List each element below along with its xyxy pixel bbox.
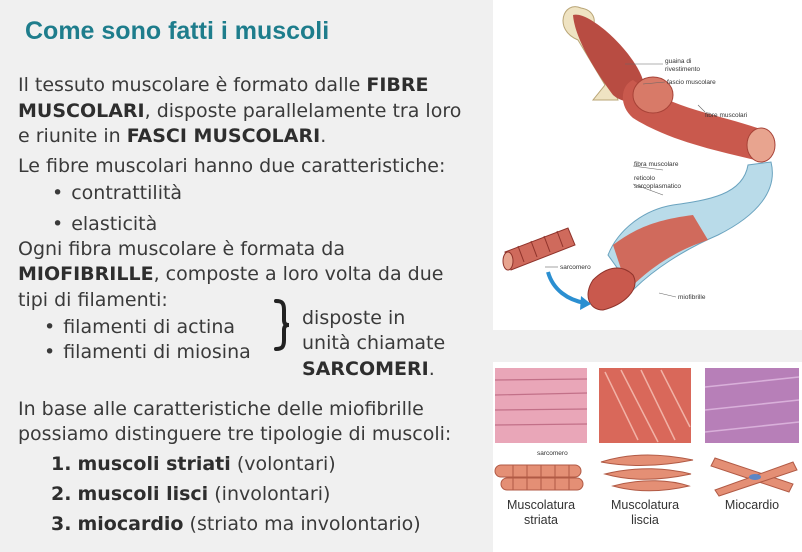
caption-line: Miocardio [724, 498, 780, 512]
caption-line: liscia [631, 513, 659, 527]
sarcomeri-note-2: unità chiamate [302, 332, 446, 354]
arrow-icon [548, 272, 585, 303]
muscle-type-item [51, 451, 336, 477]
intro-line-1 [18, 72, 429, 98]
tissue-types-figure [493, 362, 802, 552]
myofibrils-line-1: Ogni fibra muscolare è formata da [18, 238, 345, 260]
label-guaina-2: rivestimento [665, 66, 701, 73]
characteristics-heading: Le fibre muscolari hanno due caratteristiche: [18, 155, 446, 177]
label-fibra: fibra muscolare [634, 161, 679, 168]
intro-bold-muscolari: MUSCOLARI [18, 100, 145, 122]
muscle-type-desc: (striato ma involontario) [189, 513, 421, 535]
myofibrils-line-2 [18, 261, 443, 287]
caption-miocardio [705, 498, 799, 513]
sarcomeri-note-1: disposte in [302, 307, 406, 329]
intro-text: e riunite in [18, 125, 127, 147]
characteristic-item: • elasticità [52, 211, 157, 237]
types-line-2: possiamo distinguere tre tipologie di muscoli: [18, 423, 452, 445]
caption-liscia [599, 498, 691, 528]
striated-fibre-drawing [495, 465, 583, 490]
filament-item: • filamenti di miosina [44, 339, 251, 365]
muscle-type-number: 1. [51, 453, 72, 475]
label-reticolo-2: sarcoplasmatico [634, 183, 681, 190]
caption-line: Muscolatura [506, 498, 576, 512]
muscle-type-number: 3. [51, 513, 72, 535]
fascicle-cross-section [747, 128, 775, 162]
myofibrils-line-3: tipi di filamenti: [18, 289, 168, 311]
tissue-sarcomero-label: sarcomero [537, 450, 568, 457]
caption-striata [495, 498, 587, 528]
muscle-type-item [51, 481, 330, 507]
label-sarcomero: sarcomero [560, 264, 591, 271]
myofibrille-bold: MIOFIBRILLE [18, 263, 154, 285]
sarcomeri-bold: SARCOMERI [302, 358, 429, 380]
myofibrils-text: , composte a loro volta da due [153, 263, 444, 285]
muscle-type-desc: (involontari) [214, 483, 331, 505]
caption-line: striata [523, 513, 559, 527]
label-reticolo-1: reticolo [634, 175, 655, 182]
label-fascio: fascio muscolare [667, 79, 716, 86]
curly-brace-icon [270, 298, 292, 352]
intro-bold-fibre: FIBRE [366, 74, 429, 96]
label-fibre: fibre muscolari [705, 112, 748, 119]
muscle-type-item [51, 511, 421, 537]
characteristic-item: • contrattilità [52, 180, 182, 206]
filament-item: • filamenti di actina [44, 314, 235, 340]
tissue-illustration [493, 362, 802, 497]
intro-bold-fasci: FASCI MUSCOLARI [126, 125, 321, 147]
myofibril-end-shape [588, 268, 635, 310]
intro-text: , disposte parallelamente tra loro [144, 100, 462, 122]
muscle-type-name: muscoli striati [77, 453, 231, 475]
muscle-type-name: muscoli lisci [77, 483, 209, 505]
muscle-type-desc: (volontari) [236, 453, 336, 475]
intro-text: . [320, 125, 327, 147]
caption-line: Muscolatura [610, 498, 680, 512]
types-line-1: In base alle caratteristiche delle miofibrille [18, 398, 424, 420]
page-title: Come sono fatti i muscoli [25, 17, 330, 45]
smooth-fibre-drawing [601, 455, 693, 491]
sarcomeri-note-3 [302, 356, 435, 382]
muscle-anatomy-illustration [493, 0, 802, 330]
muscle-type-number: 2. [51, 483, 72, 505]
intro-line-3 [18, 123, 326, 149]
intro-line-2 [18, 98, 461, 124]
intro-text: Il tessuto muscolare è formato dalle [18, 74, 367, 96]
sarcomeri-period: . [428, 358, 435, 380]
cardiac-fibre-drawing [711, 458, 797, 496]
muscle-anatomy-figure [493, 0, 802, 330]
muscle-type-name: miocardio [77, 513, 184, 535]
label-guaina-1: guaina di [665, 58, 692, 65]
label-miofibrille: miofibrille [678, 294, 706, 301]
